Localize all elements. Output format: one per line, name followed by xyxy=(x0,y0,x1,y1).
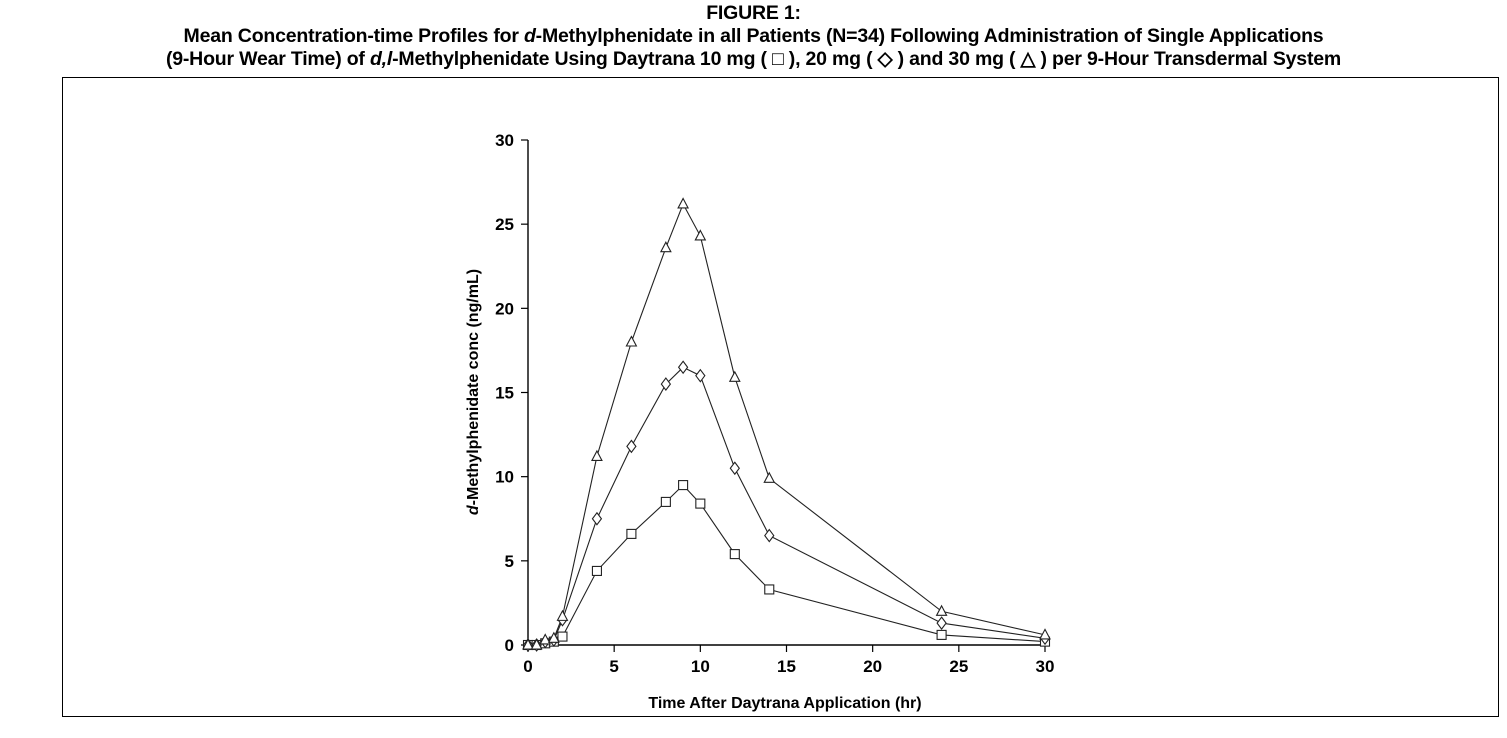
caption-2-italic: d xyxy=(523,25,536,47)
y-tick-label: 5 xyxy=(504,551,514,571)
data-point-triangle xyxy=(661,242,671,252)
data-point-square xyxy=(679,481,688,490)
data-point-diamond xyxy=(627,440,636,452)
caption-3-prefix: (9-Hour Wear Time) of xyxy=(165,48,370,70)
data-point-triangle xyxy=(695,230,705,240)
data-point-square xyxy=(765,585,774,594)
y-axis-label-rest: -Methylphenidate conc (ng/mL) xyxy=(465,268,482,506)
data-point-triangle xyxy=(678,198,688,208)
data-point-square xyxy=(627,529,636,538)
data-point-triangle xyxy=(730,372,740,382)
axes xyxy=(495,131,1054,676)
data-point-square xyxy=(592,566,601,575)
series-line-triangle xyxy=(528,204,1045,645)
data-point-diamond xyxy=(765,530,774,542)
y-tick-label: 15 xyxy=(495,383,514,403)
caption-3-suffix: -Methylphenidate Using Daytrana 10 mg ( □ ), 20 mg ( ◇ ) and 30 mg ( △ ) per 9-Hour Transdermal System xyxy=(392,48,1342,70)
x-axis-label: Time After Daytrana Application (hr) xyxy=(648,695,922,712)
x-tick-label: 10 xyxy=(690,657,710,676)
data-point-triangle xyxy=(764,473,774,483)
caption-2-prefix: Mean Concentration-time Profiles for xyxy=(183,25,524,47)
y-tick-label: 10 xyxy=(495,467,514,487)
x-tick-label: 5 xyxy=(609,657,619,676)
y-tick-label: 25 xyxy=(495,215,514,235)
data-point-triangle xyxy=(557,611,567,621)
data-point-diamond xyxy=(592,513,601,525)
data-point-triangle xyxy=(626,337,636,347)
data-point-diamond xyxy=(679,361,688,373)
x-tick-label: 20 xyxy=(863,657,883,676)
data-point-square xyxy=(661,497,670,506)
data-point-square xyxy=(937,630,946,639)
data-point-triangle xyxy=(937,606,947,616)
y-axis-label xyxy=(465,269,482,515)
x-tick-label: 0 xyxy=(523,657,533,676)
data-point-diamond xyxy=(730,462,739,474)
data-point-triangle xyxy=(592,451,602,461)
data-point-diamond xyxy=(696,370,705,382)
y-tick-label: 20 xyxy=(495,299,514,319)
data-point-square xyxy=(558,632,567,641)
y-tick-label: 0 xyxy=(504,636,514,655)
data-point-square xyxy=(730,550,739,559)
series-line-diamond xyxy=(528,367,1045,645)
figure-label: FIGURE 1: xyxy=(706,2,801,24)
y-tick-label: 30 xyxy=(495,131,514,150)
series-markers xyxy=(523,198,1050,651)
x-tick-label: 30 xyxy=(1035,657,1055,676)
data-point-diamond xyxy=(661,378,670,390)
caption-3-italic: d,l xyxy=(369,48,393,70)
y-axis-label-italic: d xyxy=(465,505,482,516)
series-lines xyxy=(528,204,1045,645)
caption-2-suffix: -Methylphenidate in all Patients (N=34) Following Administration of Single Applications xyxy=(535,25,1324,47)
x-tick-label: 15 xyxy=(777,657,796,676)
x-tick-label: 25 xyxy=(949,657,969,676)
data-point-diamond xyxy=(937,617,946,629)
series-line-square xyxy=(528,485,1045,645)
data-point-square xyxy=(696,499,705,508)
